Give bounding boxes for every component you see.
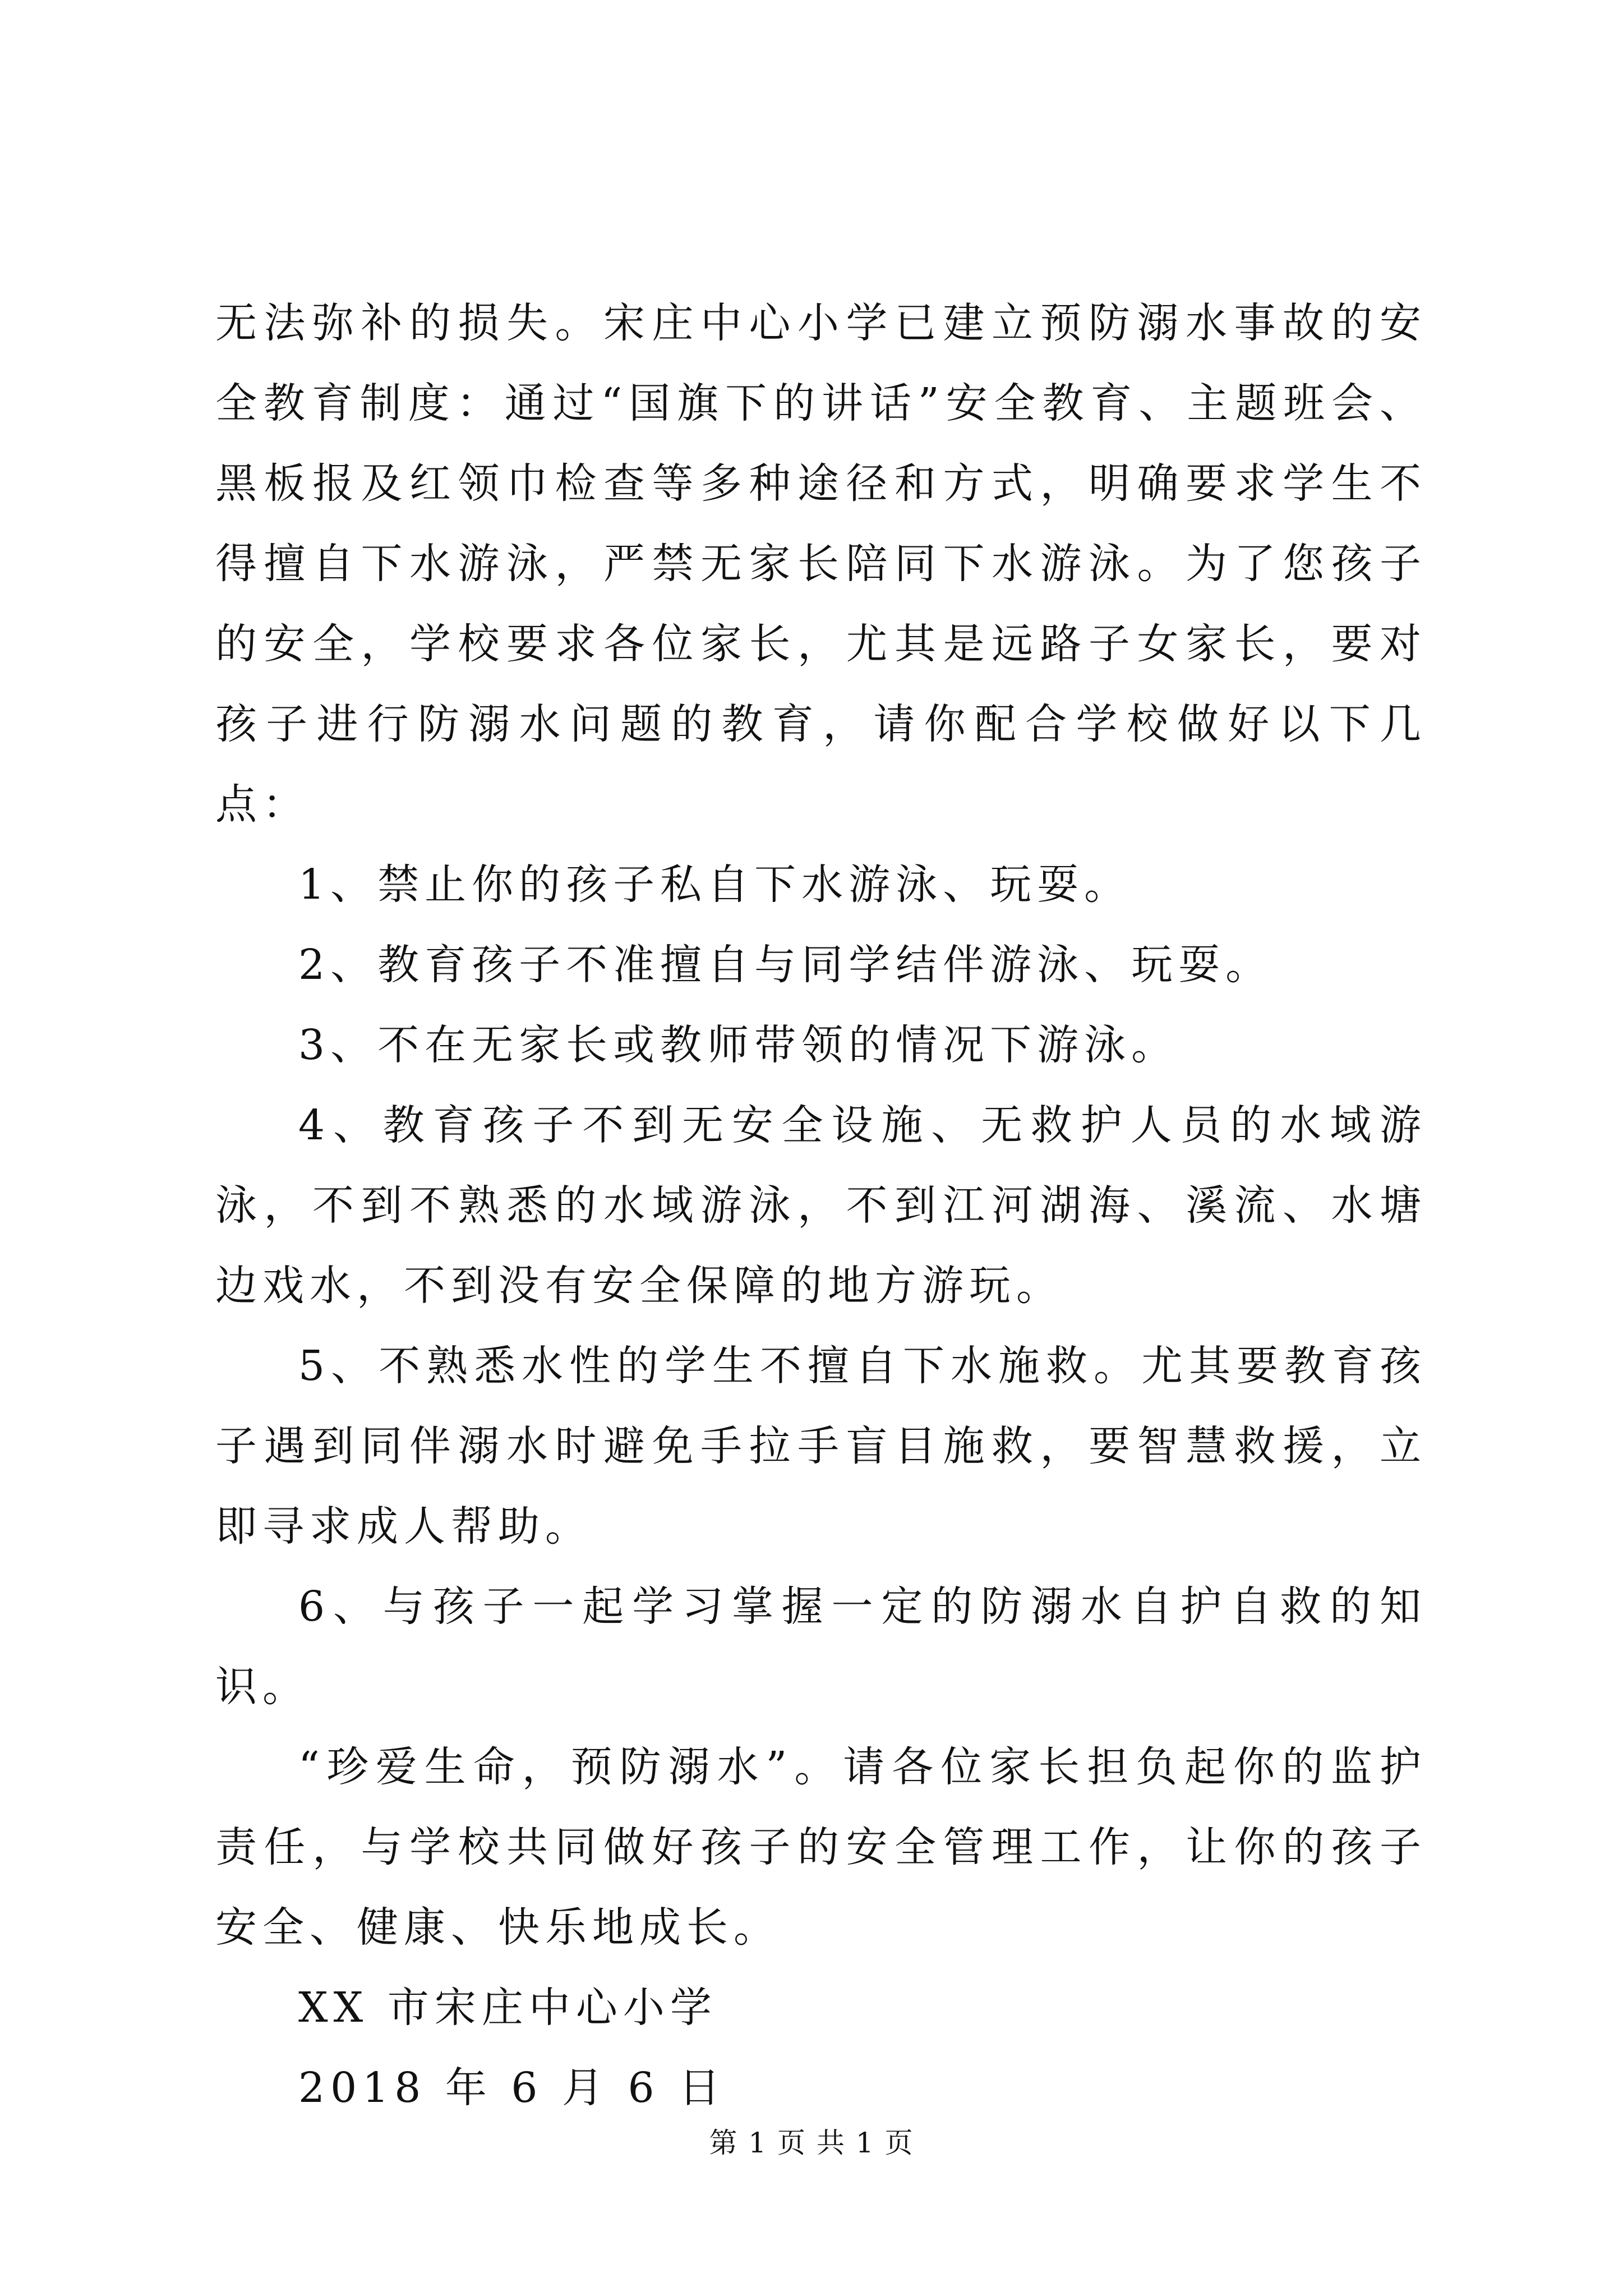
signature-school: XX 市宋庄中心小学: [298, 1984, 717, 2032]
list-item-1: 1、禁止你的孩子私自下水游泳、玩耍。: [298, 861, 1132, 909]
list-item-3: 3、不在无家长或教师带领的情况下游泳。: [298, 1021, 1179, 1069]
list-item-5: 5、不熟悉水性的学生不擅自下水施救。尤其要教育孩子遇到同伴溺水时避免手拉手盲目施救，要智慧救援，立即寻求成人帮助。: [215, 1342, 1427, 1550]
document-body: [215, 283, 1427, 2128]
list-item-4: 4、教育孩子不到无安全设施、无救护人员的水域游泳，不到不熟悉的水域游泳，不到江河湖海、溪流、水塘边戏水，不到没有安全保障的地方游玩。: [215, 1101, 1427, 1310]
list-item-2: 2、教育孩子不准擅自与同学结伴游泳、玩耍。: [298, 941, 1273, 989]
page-footer: 第 1 页 共 1 页: [709, 2127, 914, 2159]
signature-date: 2018 年 6 月 6 日: [298, 2064, 726, 2112]
paragraph-continuation: 无法弥补的损失。宋庄中心小学已建立预防溺水事故的安全教育制度：通过“国旗下的讲话”安全教育、主题班会、黑板报及红领巾检查等多种途径和方式，明确要求学生不得擅自下水游泳，严禁无家长陪同下水游泳。为了您孩子的安全，学校要求各位家长，尤其是远路子女家长，要对孩子进行防溺水问题的教育，请你配合学校做好以下几点：: [215, 299, 1427, 829]
list-item-6: 6、与孩子一起学习掌握一定的防溺水自护自救的知识。: [215, 1582, 1427, 1711]
closing-paragraph: “珍爱生命，预防溺水”。请各位家长担负起你的监护责任，与学校共同做好孩子的安全管理工作，让你的孩子安全、健康、快乐地成长。: [215, 1743, 1427, 1952]
